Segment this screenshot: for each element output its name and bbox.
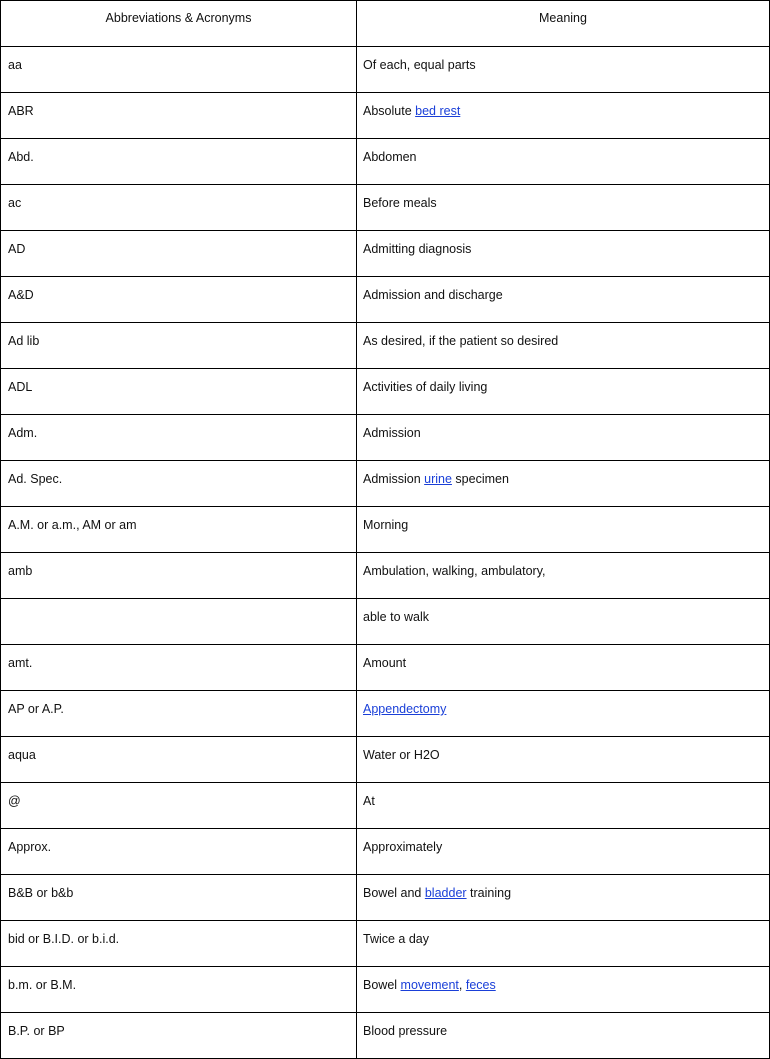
table-row bbox=[1, 553, 770, 599]
meaning-text: Bowel and bbox=[363, 886, 425, 900]
meaning-text: Bowel bbox=[363, 978, 401, 992]
meaning-text: Amount bbox=[363, 656, 407, 670]
abbreviation-cell: b.m. or B.M. bbox=[1, 967, 357, 1013]
meaning-text: Abdomen bbox=[363, 150, 417, 164]
meaning-text: Of each, equal parts bbox=[363, 58, 476, 72]
meaning-cell bbox=[357, 139, 770, 185]
meaning-cell bbox=[357, 737, 770, 783]
abbreviation-cell: Ad. Spec. bbox=[1, 461, 357, 507]
table-row bbox=[1, 461, 770, 507]
meaning-text: training bbox=[466, 886, 512, 900]
column-header-meaning: Meaning bbox=[357, 1, 770, 47]
abbreviation-cell bbox=[1, 599, 357, 645]
table-row bbox=[1, 691, 770, 737]
abbreviation-cell: @ bbox=[1, 783, 357, 829]
term-link[interactable]: urine bbox=[424, 472, 452, 486]
meaning-text: Water or H2O bbox=[363, 748, 440, 762]
abbreviation-cell: B&B or b&b bbox=[1, 875, 357, 921]
abbreviation-cell: bid or B.I.D. or b.i.d. bbox=[1, 921, 357, 967]
abbreviation-cell: Ad lib bbox=[1, 323, 357, 369]
meaning-text: Ambulation, walking, ambulatory, bbox=[363, 564, 546, 578]
table-row bbox=[1, 47, 770, 93]
table-row bbox=[1, 921, 770, 967]
meaning-cell bbox=[357, 599, 770, 645]
table-row bbox=[1, 507, 770, 553]
table-row bbox=[1, 783, 770, 829]
meaning-text: able to walk bbox=[363, 610, 430, 624]
meaning-text: Absolute bbox=[363, 104, 416, 118]
meaning-text: Blood pressure bbox=[363, 1024, 448, 1038]
abbreviation-cell: Approx. bbox=[1, 829, 357, 875]
term-link[interactable]: bed rest bbox=[415, 104, 461, 118]
table-row bbox=[1, 93, 770, 139]
table-row bbox=[1, 323, 770, 369]
meaning-cell bbox=[357, 921, 770, 967]
meaning-cell bbox=[357, 875, 770, 921]
abbreviation-cell: B.P. or BP bbox=[1, 1013, 357, 1059]
term-link[interactable]: movement bbox=[400, 978, 459, 992]
abbreviation-cell: aa bbox=[1, 47, 357, 93]
abbreviation-cell: amb bbox=[1, 553, 357, 599]
meaning-text: , bbox=[458, 978, 466, 992]
meaning-text: Admission bbox=[363, 472, 425, 486]
meaning-cell bbox=[357, 967, 770, 1013]
abbreviation-cell: ac bbox=[1, 185, 357, 231]
abbreviation-cell: AD bbox=[1, 231, 357, 277]
meaning-cell bbox=[357, 1013, 770, 1059]
table-row bbox=[1, 967, 770, 1013]
meaning-text: Approximately bbox=[363, 840, 443, 854]
meaning-cell bbox=[357, 323, 770, 369]
meaning-text: Admission and discharge bbox=[363, 288, 503, 302]
term-link[interactable]: feces bbox=[465, 978, 496, 992]
abbreviation-cell: amt. bbox=[1, 645, 357, 691]
term-link[interactable]: Appendectomy bbox=[363, 702, 447, 716]
meaning-cell bbox=[357, 645, 770, 691]
abbreviation-cell: ADL bbox=[1, 369, 357, 415]
meaning-text: Twice a day bbox=[363, 932, 430, 946]
meaning-text: specimen bbox=[451, 472, 509, 486]
meaning-cell bbox=[357, 47, 770, 93]
table-body bbox=[1, 47, 770, 1059]
meaning-cell bbox=[357, 461, 770, 507]
abbreviation-cell: A&D bbox=[1, 277, 357, 323]
table-row bbox=[1, 1013, 770, 1059]
table-row bbox=[1, 277, 770, 323]
table-row bbox=[1, 139, 770, 185]
table-header-row bbox=[1, 1, 770, 47]
meaning-cell bbox=[357, 553, 770, 599]
meaning-cell bbox=[357, 783, 770, 829]
meaning-cell bbox=[357, 231, 770, 277]
meaning-cell bbox=[357, 691, 770, 737]
abbreviation-cell: aqua bbox=[1, 737, 357, 783]
table-row bbox=[1, 231, 770, 277]
meaning-text: Admission bbox=[363, 426, 421, 440]
meaning-text: Admitting diagnosis bbox=[363, 242, 472, 256]
meaning-text: Activities of daily living bbox=[363, 380, 488, 394]
abbreviation-cell: Abd. bbox=[1, 139, 357, 185]
meaning-cell bbox=[357, 829, 770, 875]
table-row bbox=[1, 415, 770, 461]
abbreviation-cell: ABR bbox=[1, 93, 357, 139]
meaning-cell bbox=[357, 93, 770, 139]
abbreviation-cell: Adm. bbox=[1, 415, 357, 461]
meaning-cell bbox=[357, 185, 770, 231]
abbreviation-cell: A.M. or a.m., AM or am bbox=[1, 507, 357, 553]
meaning-text: As desired, if the patient so desired bbox=[363, 334, 559, 348]
table-row bbox=[1, 737, 770, 783]
table-row bbox=[1, 369, 770, 415]
meaning-cell bbox=[357, 507, 770, 553]
abbreviation-cell: AP or A.P. bbox=[1, 691, 357, 737]
table-row bbox=[1, 645, 770, 691]
meaning-cell bbox=[357, 415, 770, 461]
table-row bbox=[1, 185, 770, 231]
term-link[interactable]: bladder bbox=[424, 886, 467, 900]
table-row bbox=[1, 599, 770, 645]
meaning-cell bbox=[357, 369, 770, 415]
meaning-text: Morning bbox=[363, 518, 409, 532]
table-row bbox=[1, 829, 770, 875]
meaning-text: Before meals bbox=[363, 196, 437, 210]
meaning-text: At bbox=[363, 794, 375, 808]
column-header-abbreviations: Abbreviations & Acronyms bbox=[1, 1, 357, 47]
table-row bbox=[1, 875, 770, 921]
meaning-cell bbox=[357, 277, 770, 323]
